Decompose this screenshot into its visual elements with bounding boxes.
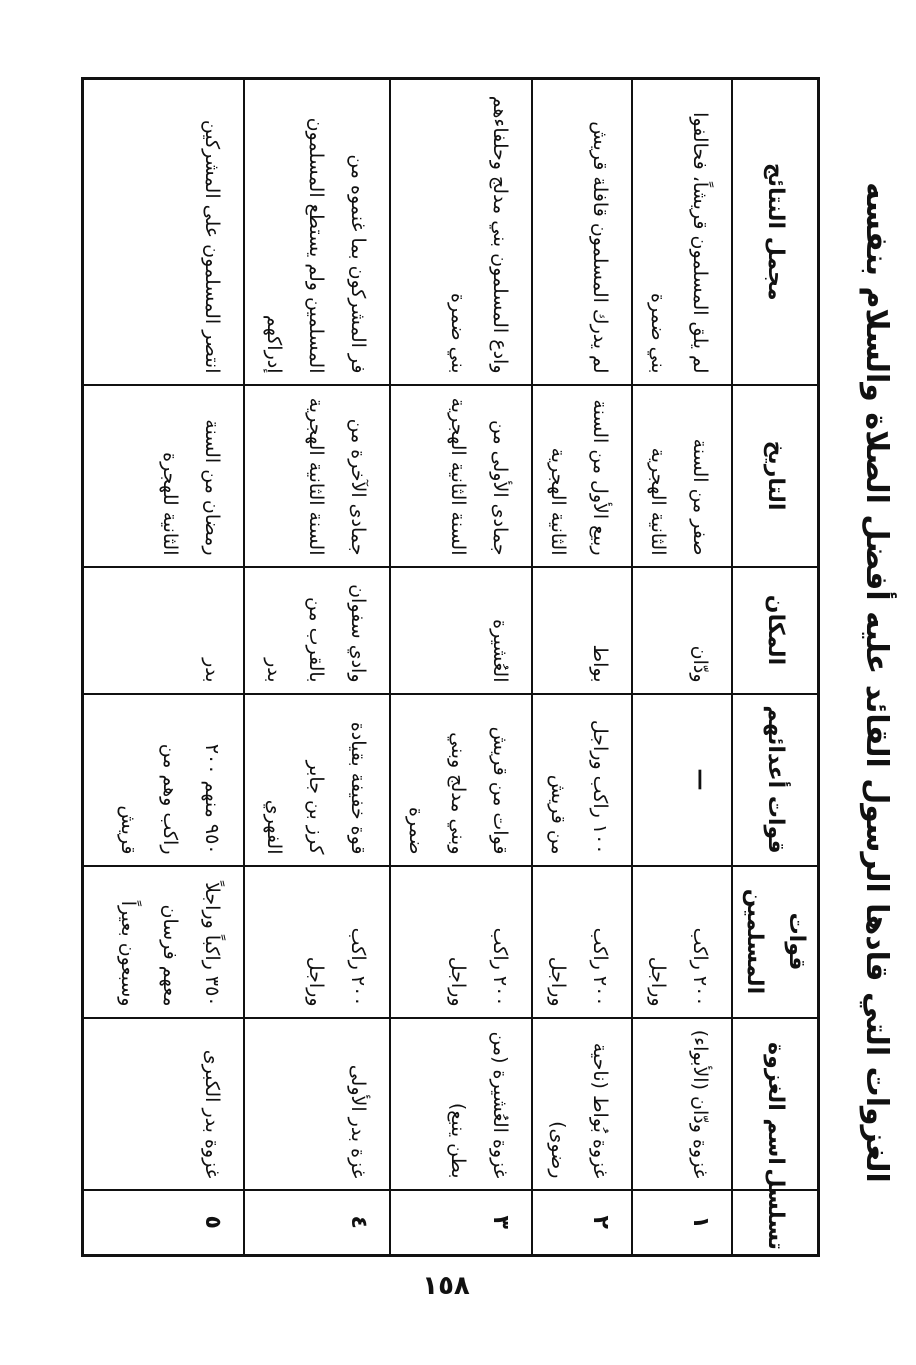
cell-enemy-forces: قوة خفيفة بقيادة كرز بن جابر الفهري [244, 694, 390, 866]
cell-results: وادع المسلمون بني مدلج وحلفاءهم بني ضمرة [390, 79, 532, 385]
cell-date: جمادى الأولى من السنة الثانية الهجرية [390, 385, 532, 567]
cell-muslim-forces: ٣٥٠ راكباً وراجلاً معهم فرسان وسبعون بعيراً [83, 866, 245, 1018]
header-name: اسم الغزوة [732, 1018, 819, 1190]
header-muslim-forces: قوات المسلمين [732, 866, 819, 1018]
header-enemy-forces: قوات أعدائهم [732, 694, 819, 866]
page-number: ١٥٨ [422, 1270, 470, 1301]
cell-muslim-forces: ٢٠٠ راكب وراجل [390, 866, 532, 1018]
cell-seq: ٣ [390, 1190, 532, 1256]
cell-name: غزوة ودّان (الأبواء) [632, 1018, 732, 1190]
cell-name: غزة بدر الأولى [244, 1018, 390, 1190]
cell-results: لم يدرك المسلمون قافلة قريش [532, 79, 632, 385]
cell-results: فر المشركون بما غنموه من المسلمين ولم يستطع المسلمون إدراكهم [244, 79, 390, 385]
header-results: مجمل النتائج [732, 79, 819, 385]
table-row [390, 79, 532, 1256]
cell-date: رمضان من السنة الثانية للهجرة [83, 385, 245, 567]
cell-seq: ٤ [244, 1190, 390, 1256]
table-header-row [732, 79, 819, 1256]
header-seq: تسلسل [732, 1190, 819, 1256]
page-title: الغزوات التي قادها الرسول القائد عليه أفضل الصلاة والسلام بنفسه [859, 182, 894, 1183]
cell-name: غزوة بُواط (ناحية رضوى) [532, 1018, 632, 1190]
header-place: المكان [732, 567, 819, 694]
cell-muslim-forces: ٢٠٠ راكب وراجل [244, 866, 390, 1018]
cell-seq: ٥ [83, 1190, 245, 1256]
cell-date: جمادى الآخرة من السنة الثانية الهجرية [244, 385, 390, 567]
cell-date: صفر من السنة الثانية الهجرية [632, 385, 732, 567]
cell-seq: ٢ [532, 1190, 632, 1256]
cell-name: غزوة بدر الكبرى [83, 1018, 245, 1190]
cell-results: لم يلق المسلمون قريشاً، فحالفوا بني ضمرة [632, 79, 732, 385]
cell-enemy-forces: قوات من قريش وبني مدلج وبني ضمرة [390, 694, 532, 866]
table-row [532, 79, 632, 1256]
table-row [632, 79, 732, 1256]
cell-muslim-forces: ٢٠٠ راكب وراجل [632, 866, 732, 1018]
cell-seq: ١ [632, 1190, 732, 1256]
table-row [83, 79, 245, 1256]
table-row [244, 79, 390, 1256]
campaigns-table [81, 77, 820, 1257]
cell-place: بدر [83, 567, 245, 694]
cell-place: بواط [532, 567, 632, 694]
cell-place: وادي سفوان بالقرب من بدر [244, 567, 390, 694]
cell-date: ربيع الأول من السنة الثانية الهجرية [532, 385, 632, 567]
cell-name: غزوة العُشيرة (من بطن ينبع) [390, 1018, 532, 1190]
cell-enemy-forces: ٩٥٠ منهم ٢٠٠ راكب وهم من قريش [83, 694, 245, 866]
cell-place: ودّان [632, 567, 732, 694]
cell-results: انتصر المسلمون على المشركين [83, 79, 245, 385]
cell-place: العُشيرة [390, 567, 532, 694]
cell-enemy-forces: ١٠٠ راكب وراجل من قريش [532, 694, 632, 866]
cell-muslim-forces: ٢٠٠ راكب وراجل [532, 866, 632, 1018]
cell-enemy-forces: — [632, 694, 732, 866]
header-date: التاريخ [732, 385, 819, 567]
